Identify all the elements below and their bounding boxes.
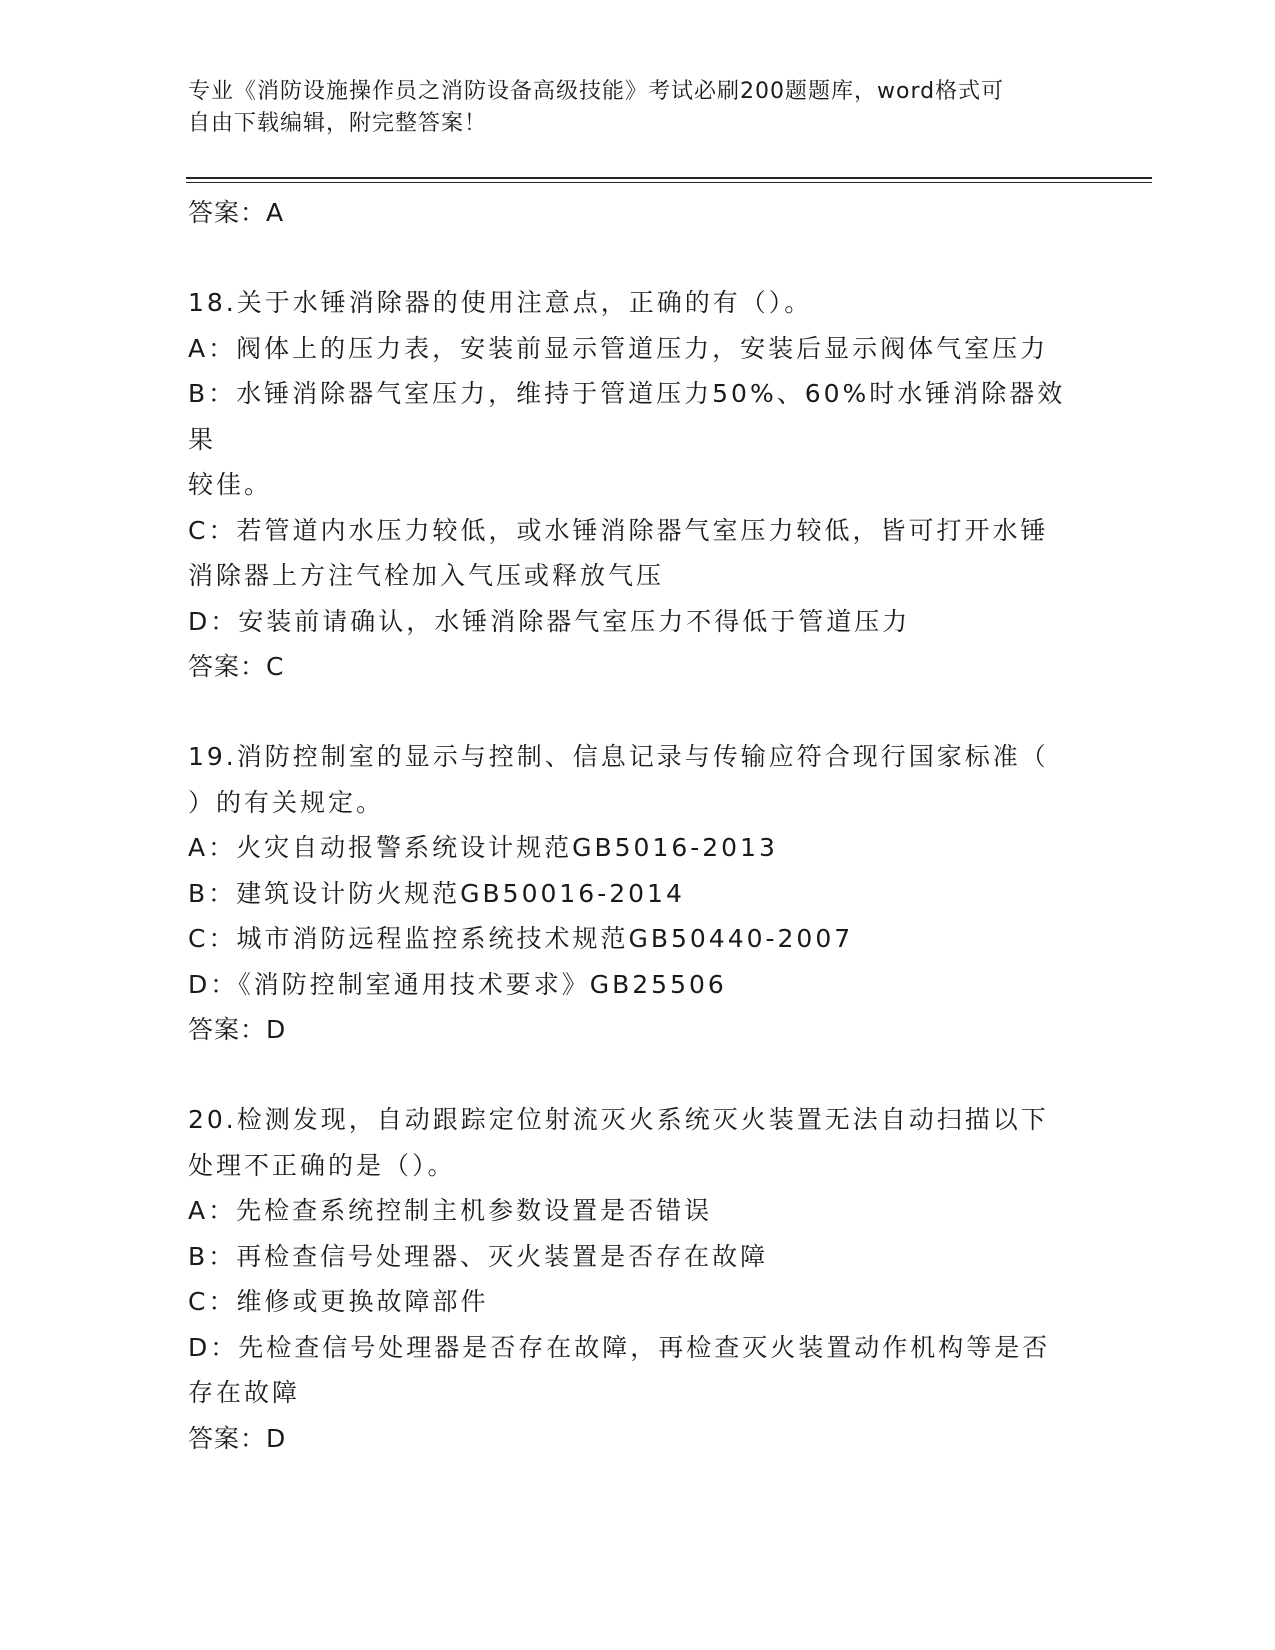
question-content — [188, 190, 1088, 1462]
question-18-option-b-line2: 较佳。 — [188, 470, 273, 499]
header-rule-thick — [186, 177, 1152, 179]
question-20-option-d-line1: D：先检查信号处理器是否存在故障，再检查灭火装置动作机构等是否 — [188, 1332, 1051, 1362]
question-20-option-c: C：维修或更换故障部件 — [188, 1287, 489, 1316]
header-rule-thin — [186, 182, 1152, 183]
question-18-option-b-line1: B：水锤消除器气室压力，维持于管道压力50%、60%时水锤消除器效果 — [188, 379, 1066, 454]
question-18-option-d: D：安装前请确认，水锤消除器气室压力不得低于管道压力 — [188, 606, 911, 636]
question-19-stem-line1: 19.消防控制室的显示与控制、信息记录与传输应符合现行国家标准（ — [188, 742, 1049, 771]
question-18 — [188, 280, 1088, 690]
question-19-stem-line2: ）的有关规定。 — [188, 787, 385, 817]
question-20-stem-line1: 20.检测发现，自动跟踪定位射流灭火系统灭火装置无法自动扫描以下 — [188, 1105, 1049, 1134]
question-18-option-c-line2: 消除器上方注气栓加入气压或释放气压 — [188, 561, 665, 590]
question-18-option-a: A：阀体上的压力表，安装前显示管道压力，安装后显示阀体气室压力 — [188, 333, 1049, 363]
spacer — [188, 1053, 1088, 1097]
question-20-answer: 答案：D — [188, 1423, 287, 1453]
header-line-1: 专业《消防设施操作员之消防设备高级技能》考试必刷200题题库，word格式可 — [188, 79, 1005, 104]
answer-line-prev: 答案：A — [188, 198, 285, 227]
question-19-option-b: B：建筑设计防火规范GB50016-2014 — [188, 878, 685, 908]
spacer — [188, 690, 1088, 734]
question-19-option-d: D：《消防控制室通用技术要求》GB25506 — [188, 969, 727, 999]
header-line-2: 自由下载编辑，附完整答案！ — [188, 111, 488, 136]
question-20-option-b: B：再检查信号处理器、灭火装置是否存在故障 — [188, 1241, 769, 1271]
question-18-answer: 答案：C — [188, 652, 285, 681]
question-20-stem-line2: 处理不正确的是（）。 — [188, 1150, 456, 1180]
question-19-answer: 答案：D — [188, 1015, 287, 1044]
question-19-option-a: A：火灾自动报警系统设计规范GB5016-2013 — [188, 833, 778, 862]
question-20 — [188, 1097, 1088, 1462]
question-18-option-c-line1: C：若管道内水压力较低，或水锤消除器气室压力较低，皆可打开水锤 — [188, 515, 1049, 545]
question-20-option-d-line2: 存在故障 — [188, 1378, 301, 1407]
question-18-stem: 18.关于水锤消除器的使用注意点，正确的有（）。 — [188, 288, 813, 317]
page-header — [188, 76, 1068, 140]
question-19 — [188, 734, 1088, 1053]
question-19-option-c: C：城市消防远程监控系统技术规范GB50440-2007 — [188, 924, 854, 953]
spacer — [188, 236, 1088, 280]
question-20-option-a: A：先检查系统控制主机参数设置是否错误 — [188, 1196, 713, 1225]
